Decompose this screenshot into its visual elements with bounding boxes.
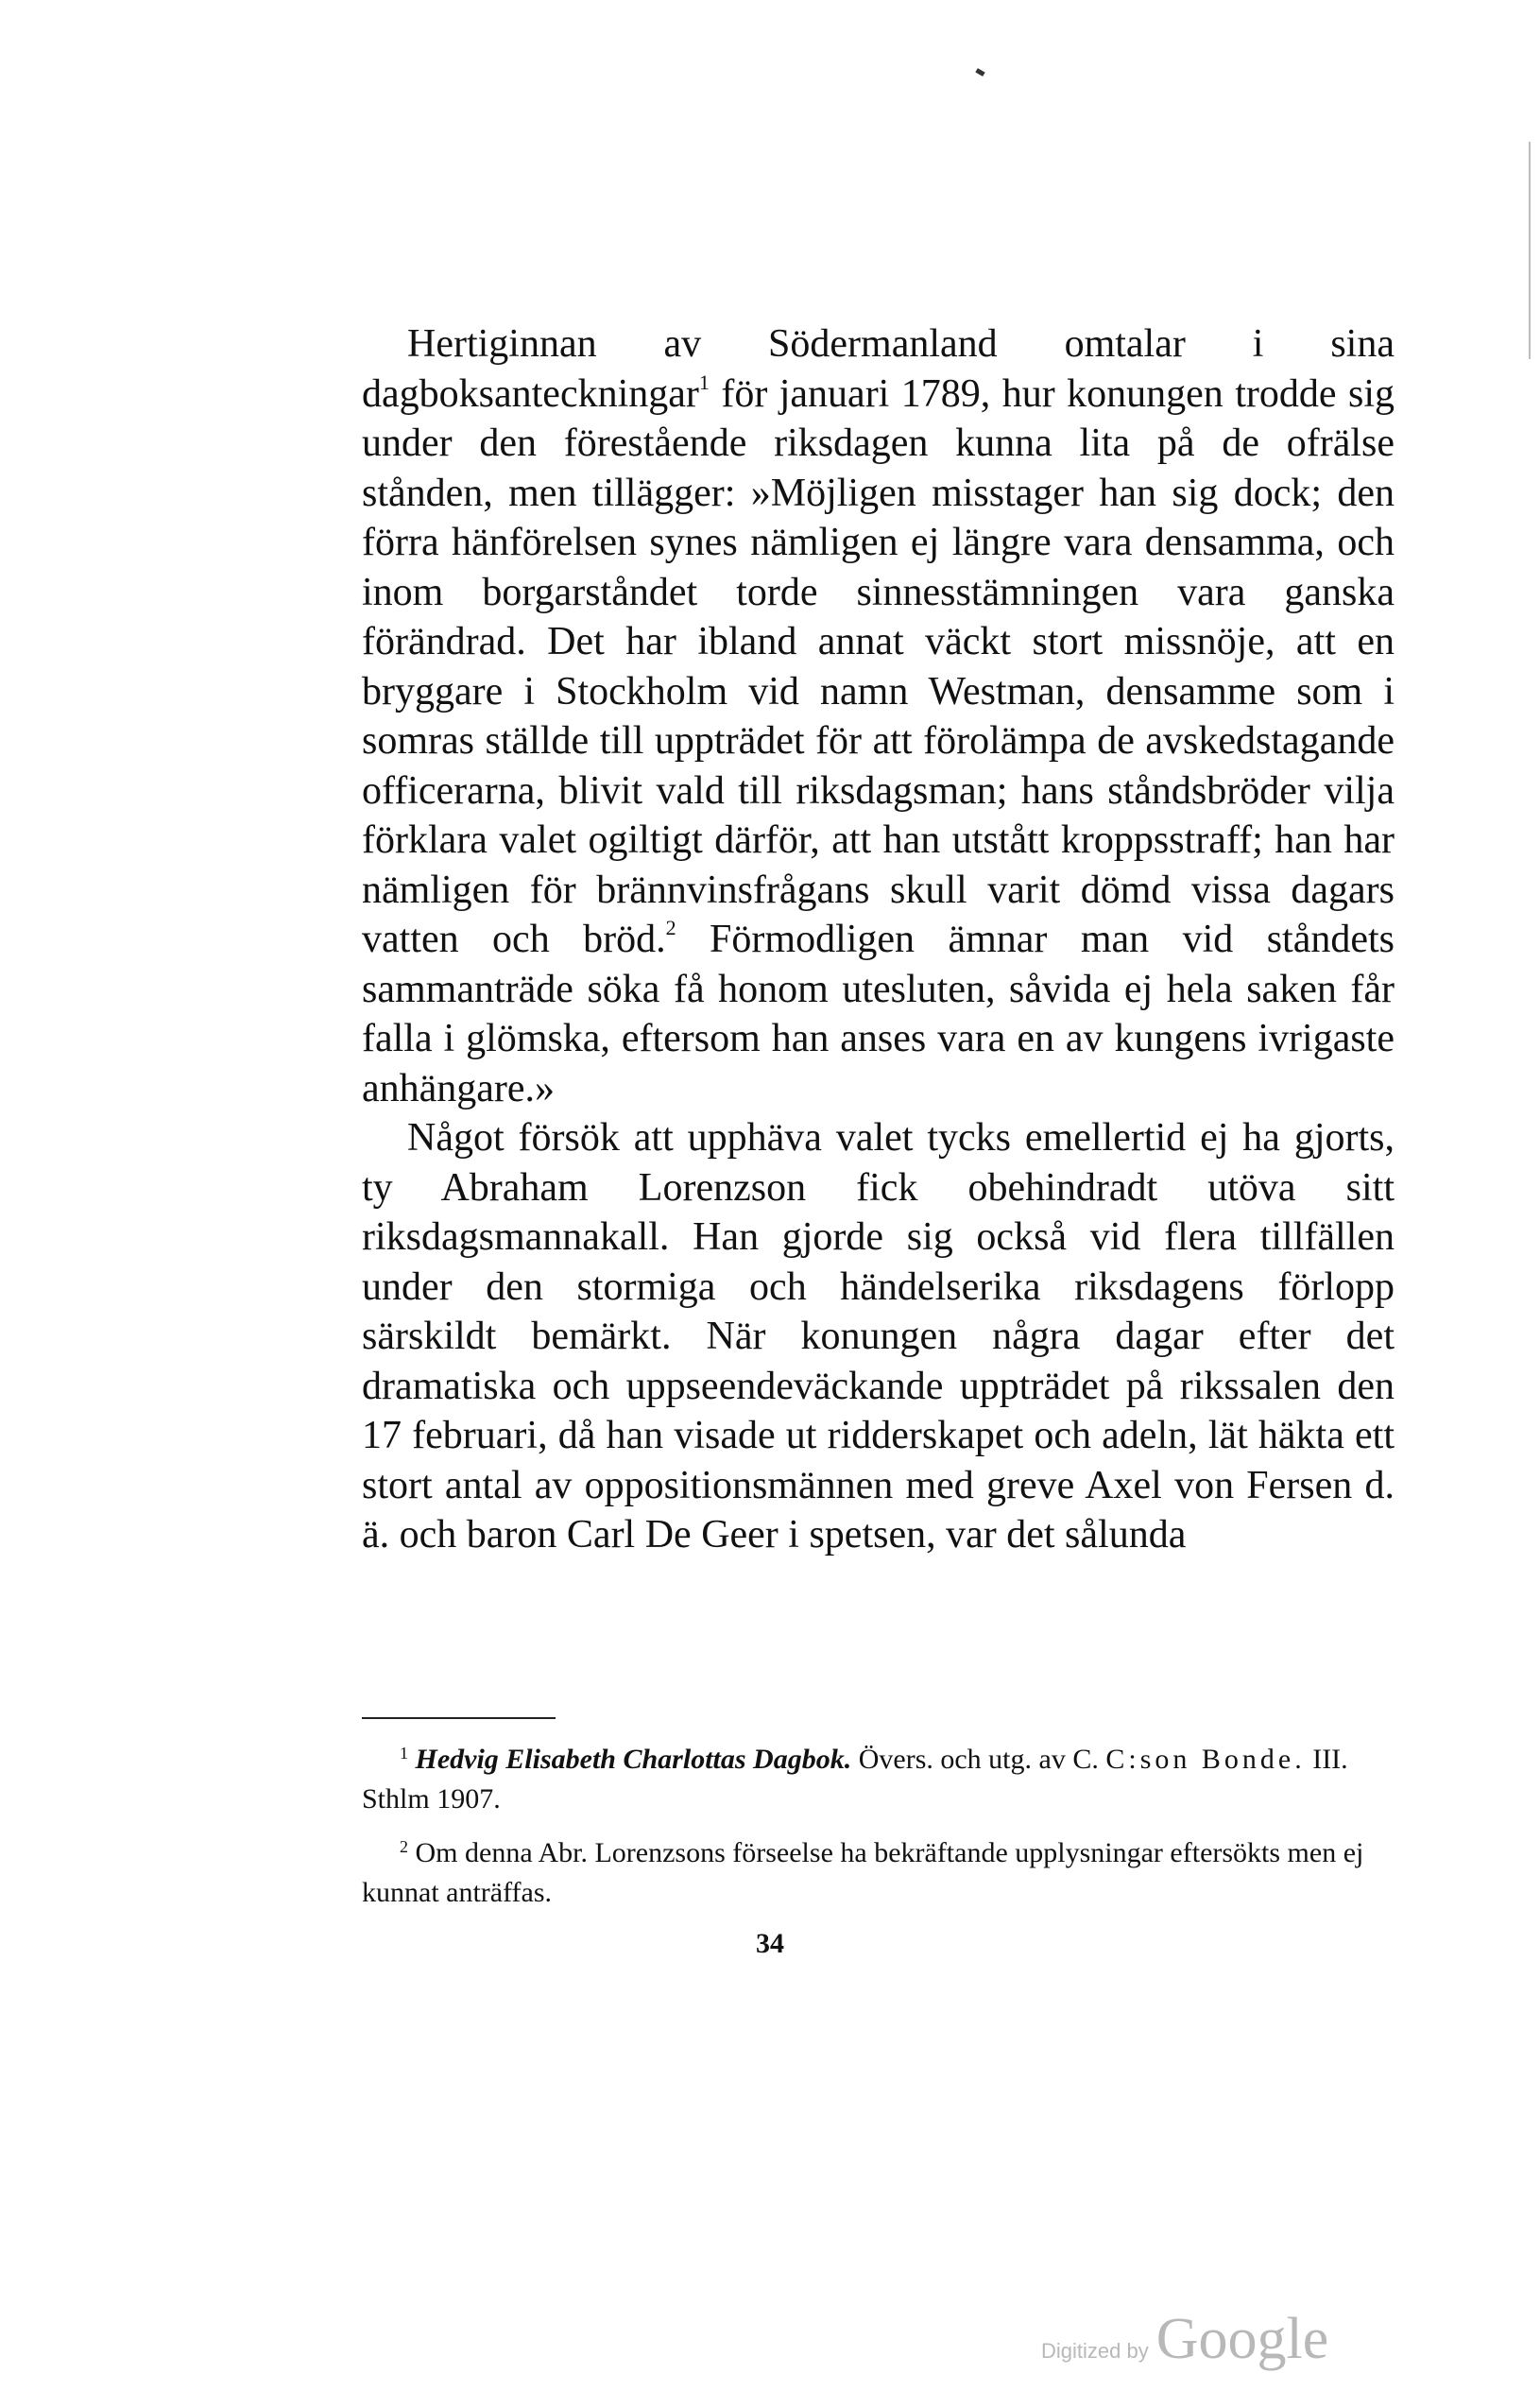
footnote-divider	[362, 1717, 556, 1719]
footnote-2-text: Om denna Abr. Lorenzsons förseelse ha bekräftande upplysningar eftersökts men ej kunnat anträffas.	[362, 1837, 1364, 1908]
digitized-watermark	[1041, 2306, 1328, 2373]
footnote-1-title: Hedvig Elisabeth Charlottas Dagbok.	[415, 1744, 852, 1775]
watermark-prefix: Digitized by	[1041, 2339, 1149, 2363]
google-logo: Google	[1155, 2307, 1329, 2371]
footnote-1-text-a: Övers. och utg. av C.	[851, 1744, 1106, 1775]
footnote-ref-1: 1	[698, 370, 710, 394]
paragraph-1-text-c: Förmodligen ämnar man vid ståndets sammanträde söka få honom utesluten, såvida ej hela saken får falla i glömska, eftersom han anses vara en av kungens ivrigaste anhängare.»	[362, 918, 1395, 1110]
footnote-ref-2: 2	[665, 916, 676, 939]
footnote-1-number: 1	[400, 1744, 408, 1763]
footnote-1-author: C:son Bonde.	[1105, 1744, 1306, 1775]
paragraph-1-text-a: Hertiginnan av Södermanland omtalar i sina dagboksanteckningar	[362, 322, 1395, 416]
footnote-1	[362, 1733, 1395, 1819]
footnotes	[362, 1733, 1395, 1920]
footnote-2-number: 2	[400, 1837, 408, 1856]
footnote-1-text-b: III. Sthlm 1907.	[362, 1744, 1348, 1815]
main-text	[362, 319, 1395, 1560]
page-edge-line	[1529, 142, 1531, 359]
paragraph-1	[362, 319, 1395, 1113]
paragraph-1-text-b: för januari 1789, hur konungen trodde sig under den förestående riksdagen kunna lita på de ofrälse stånden, men tillägger: »Möjligen misstager han sig dock; den förra hänförelsen synes nämligen ej längre vara densamma, och inom borgarståndet torde sinnesstämningen vara ganska förändrad. Det har ibland annat väckt stort missnöje, att en bryggare i Stockholm vid namn Westman, densamme som i somras ställde till uppträdet för att förolämpa de avskedstagande officerarna, blivit vald till riksdagsman; hans ståndsbröder vilja förklara valet ogiltigt därför, att han utstått kroppsstraff; han har nämligen för brännvinsfrågans skull varit dömd vissa dagars vatten och bröd.	[362, 371, 1395, 961]
paragraph-2: Något försök att upphäva valet tycks emellertid ej ha gjorts, ty Abraham Lorenzson fick obehindradt utöva sitt riksdagsmannakall. Han gjorde sig också vid flera tillfällen under den stormiga och händelserika riksdagens förlopp särskildt bemärkt. När konungen några dagar efter det dramatiska och uppseendeväckande uppträdet på rikssalen den 17 februari, då han visade ut ridderskapet och adeln, lät häkta ett stort antal av oppositionsmännen med greve Axel von Fersen d. ä. och baron Carl De Geer i spetsen, var det sålunda	[362, 1116, 1395, 1557]
page-number: 34	[756, 1928, 784, 1959]
footnote-2	[362, 1827, 1395, 1913]
ink-mark	[975, 68, 984, 77]
